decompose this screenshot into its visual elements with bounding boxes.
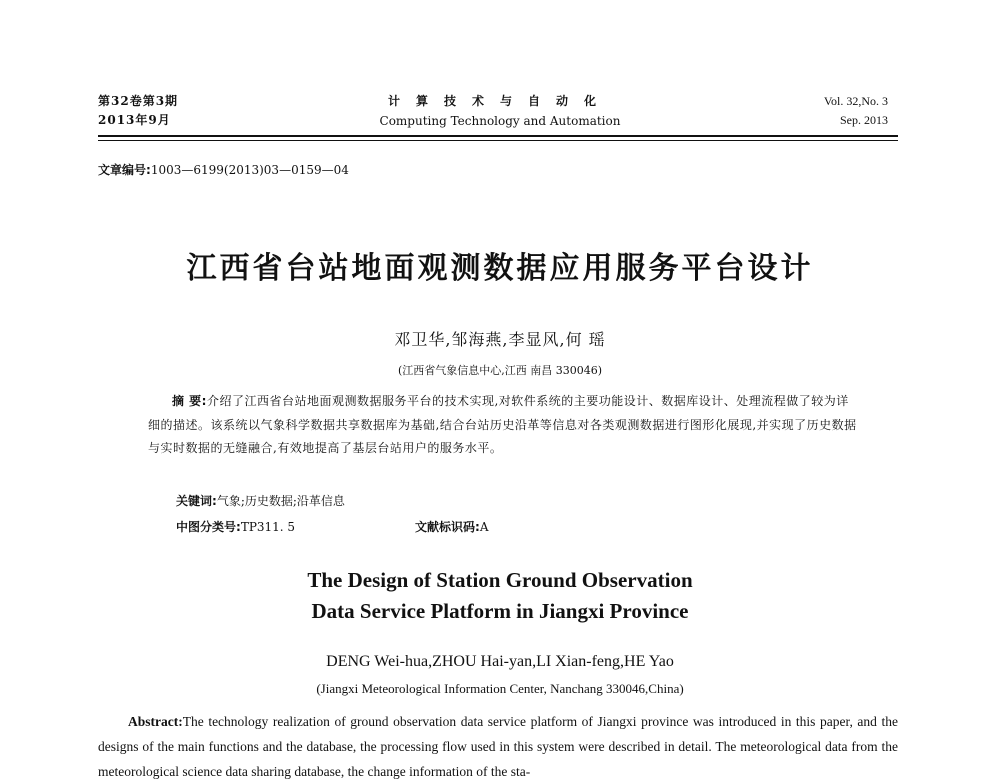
abstract-en-text: The technology realization of ground observation data service platform of Jiangxi province was introduced in this paper, and the designs of the main functions and the database, the processing flow used in this system were described in detail. The meteorological data from the meteorological science data sharing database, the change information of the sta- <box>98 714 898 779</box>
abstract-cn-text: 介绍了江西省台站地面观测数据服务平台的技术实现,对软件系统的主要功能设计、数据库设计、处理流程做了较为详细的描述。该系统以气象科学数据共享数据库为基础,结合台站历史沿革等信息对各类观测数据进行图形化展现,并实现了历史数据与实时数据的无缝融合,有效地提高了基层台站用户的服务水平。 <box>148 394 857 455</box>
title-en-line2: Data Service Platform in Jiangxi Province <box>311 599 689 623</box>
abstract-cn <box>148 390 858 461</box>
classification-label: 中图分类号: <box>176 520 241 534</box>
authors-cn: 邓卫华,邹海燕,李显风,何 瑶 <box>394 330 606 349</box>
title-en-line1: The Design of Station Ground Observation <box>307 568 693 592</box>
journal-issue-en <box>824 92 888 130</box>
document-code-value: A <box>479 520 489 534</box>
journal-issue-cn <box>98 92 178 130</box>
article-number <box>98 161 349 178</box>
document-code <box>415 518 488 535</box>
volume-issue-cn: 第32卷第3期 <box>98 94 179 108</box>
keywords-label: 关键词: <box>176 494 217 508</box>
title-en <box>0 565 1000 627</box>
title-cn: 江西省台站地面观测数据应用服务平台设计 <box>186 251 814 286</box>
journal-name <box>300 91 700 131</box>
classification <box>176 518 295 535</box>
abstract-en-label: Abstract: <box>128 714 183 729</box>
affiliation-en: (Jiangxi Meteorological Information Center, Nanchang 330046,China) <box>316 681 684 696</box>
authors-en: DENG Wei-hua,ZHOU Hai-yan,LI Xian-feng,HE Yao <box>326 653 674 670</box>
article-number-value: 1003—6199(2013)03—0159—04 <box>150 163 349 177</box>
date-cn: 2013年9月 <box>98 113 171 127</box>
journal-name-cn: 计算技术与自动化 <box>387 94 612 108</box>
date-en: Sep. 2013 <box>840 113 888 127</box>
abstract-cn-label: 摘 要: <box>172 394 207 408</box>
header-rule-thin <box>98 140 898 141</box>
header-rule-thick <box>98 135 898 137</box>
affiliation-cn: (江西省气象信息中心,江西 南昌 330046) <box>397 364 603 377</box>
article-number-label: 文章编号: <box>98 163 151 177</box>
classification-value: TP311. 5 <box>240 520 296 534</box>
abstract-en <box>98 709 898 784</box>
volume-issue-en: Vol. 32,No. 3 <box>823 94 888 108</box>
keywords-value: 气象;历史数据;沿革信息 <box>216 494 345 508</box>
document-code-label: 文献标识码: <box>415 520 480 534</box>
journal-name-en: Computing Technology and Automation <box>379 114 621 128</box>
keywords <box>176 492 345 509</box>
